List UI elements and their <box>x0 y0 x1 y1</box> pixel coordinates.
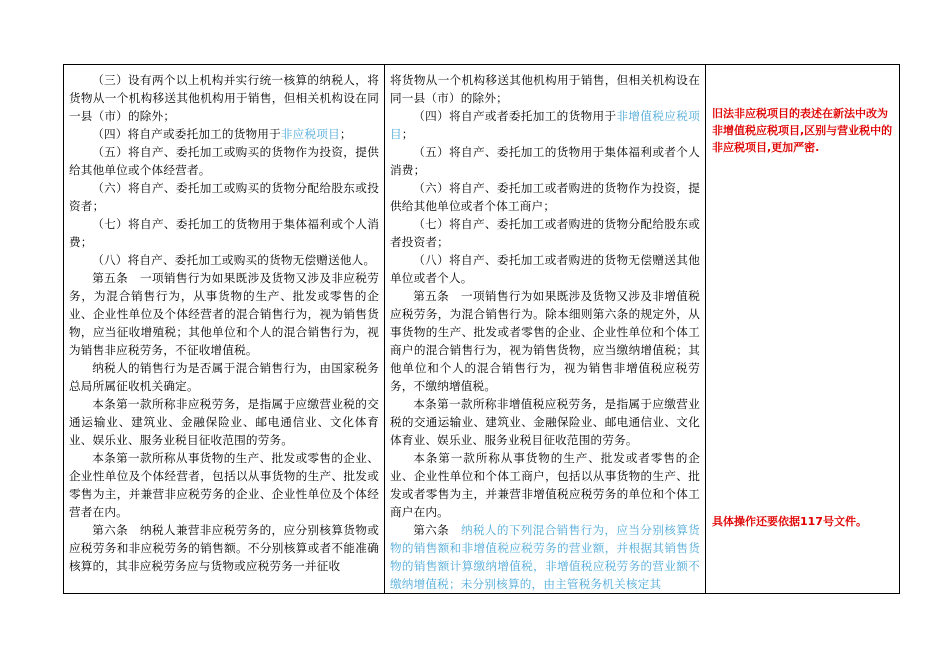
new-para: （五）将自产、委托加工的货物用于集体福利或者个人消费； <box>390 145 700 177</box>
old-para: （八）将自产、委托加工或购买的货物无偿赠送他人。 <box>92 253 376 267</box>
old-para: 本条第一款所称从事货物的生产、批发或零售的企业、企业性单位及个体经营者，包括以从事货物的生产、批发或零售为主，并兼营非应税劳务的企业、企业性单位及个体经营者在内。 <box>69 451 379 519</box>
new-para: 本条第一款所称非增值税应税劳务，是指属于应缴营业税的交通运输业、建筑业、金融保险业、邮电通信业、文化体育业、娱乐业、服务业税目征收范围的劳务。 <box>390 397 700 447</box>
old-law-cell <box>64 65 385 594</box>
table-row <box>64 65 900 594</box>
comparison-table <box>63 64 900 594</box>
new-article-6: 第六条 纳税人的下列混合销售行为，应当分别核算货物的销售额和非增值税应税劳务的营业额，并根据其销售货物的销售额计算缴纳增值税，非增值税应税劳务的营业额不缴纳增值税；未分别核算的，由主管税务机关核定其 <box>390 523 700 591</box>
new-para: 本条第一款所称从事货物的生产、批发或者零售的企业、企业性单位和个体工商户，包括以从事货物的生产、批发或者零售为主，并兼营非增值税应税劳务的单位和个体工商户在内。 <box>390 451 700 519</box>
old-para: （六）将自产、委托加工或购买的货物分配给股东或投资者； <box>69 181 379 213</box>
new-para: （七）将自产、委托加工或者购进的货物分配给股东或者投资者； <box>390 217 700 249</box>
new-article-5: 第五条 一项销售行为如果既涉及货物又涉及非增值税应税劳务，为混合销售行为。除本细则第六条的规定外，从事货物的生产、批发或者零售的企业、企业性单位和个体工商户的混合销售行为，视为销售货物，应当缴纳增值税；其他单位和个人的混合销售行为，视为销售非增值税应税劳务，不缴纳增值税。 <box>390 289 700 393</box>
note-text: 旧法非应税项目的表述在新法中改为非增值税应税项目,区别与营业税中的非应税项目,更加严密. <box>712 107 893 154</box>
new-highlight: 非增值税应税项目 <box>390 109 701 141</box>
old-para: 本条第一款所称非应税劳务，是指属于应缴营业税的交通运输业、建筑业、金融保险业、邮电通信业、文化体育业、娱乐业、服务业税目征收范围的劳务。 <box>69 397 379 447</box>
old-article-6: 第六条 纳税人兼营非应税劳务的，应分别核算货物或应税劳务和非应税劳务的销售额。不分别核算或者不能准确核算的，其非应税劳务应与货物或应税劳务一并征收 <box>69 523 379 573</box>
note-text: 具体操作还要依据117号文件。 <box>712 515 867 528</box>
new-highlight: 纳税人的下列混合销售行为，应当分别核算货物的销售额和非增值税应税劳务的营业额，并根据其销售货物的销售额计算缴纳增值税，非增值税应税劳务的营业额不缴纳增值税；未分别核算的，由主管税务机关核定其 <box>390 523 700 591</box>
notes-cell <box>706 65 900 594</box>
old-article-5: 第五条 一项销售行为如果既涉及货物又涉及非应税劳务，为混合销售行为，从事货物的生产、批发或零售的企业、企业性单位及个体经营者的混合销售行为，视为销售货物，应当征收增殖税；其他单位和个人的混合销售行为，视为销售非应税劳务，不征收增值税。 <box>69 271 379 357</box>
old-para: （三）设有两个以上机构并实行统一核算的纳税人，将货物从一个机构移送其他机构用于销售，但相关机构设在同一县（市）的除外； <box>69 73 379 123</box>
old-para: （七）将自产、委托加工的货物用于集体福利或个人消费； <box>69 217 379 249</box>
new-para: （六）将自产、委托加工或者购进的货物作为投资，提供给其他单位或者个体工商户； <box>390 181 700 213</box>
new-para: （八）将自产、委托加工或者购进的货物无偿赠送其他单位或者个人。 <box>390 253 700 285</box>
new-law-cell <box>385 65 706 594</box>
old-item-4: （四）将自产或委托加工的货物用于非应税项目； <box>92 127 352 141</box>
old-para: （五）将自产、委托加工或购买的货物作为投资，提供给其他单位或个体经营者。 <box>69 145 379 177</box>
new-para: 将货物从一个机构移送其他机构用于销售，但相关机构设在同一县（市）的除外； <box>390 73 700 105</box>
new-item-4: （四）将自产或者委托加工的货物用于非增值税应税项目； <box>390 109 701 141</box>
old-highlight: 非应税项目 <box>280 127 340 141</box>
old-para: 纳税人的销售行为是否属于混合销售行为，由国家税务总局所属征收机关确定。 <box>69 361 379 393</box>
